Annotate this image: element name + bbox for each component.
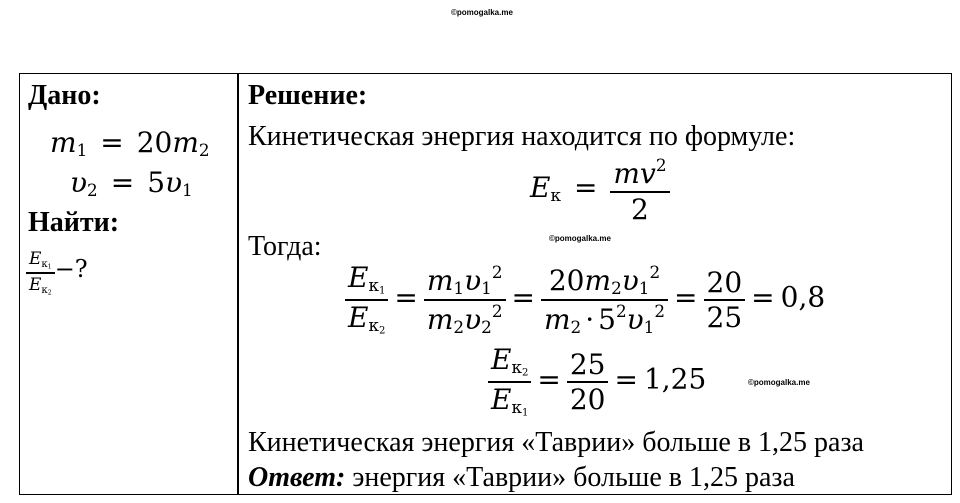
conclusion-text: Кинетическая энергия «Таврии» больше в 1,25 раза (248, 427, 864, 458)
inverse-ratio-formula: $\frac{E_{к_2}}{E_{к_1}}$ = $\frac{25}{20}$ = 1,25 (488, 345, 706, 419)
answer-text: энергия «Таврии» больше в 1,25 раза (345, 462, 795, 493)
column-divider (237, 73, 239, 495)
kinetic-energy-formula: $E_к$ = $\frac{mv^2}{2}$ (530, 157, 670, 224)
energy-ratio-formula: $\frac{E_{к_1}}{E_{к_2}}$ = $\frac{m_1\upsilon_1^2}{m_2\upsilon_2^2}$ = $\frac{20m_2\upsilon_1^2}{m_2 \cdot 5^2\upsilon_1^2}$ = $\frac{20}{25}$ = 0,8 (345, 263, 825, 337)
answer-label: Ответ: (248, 462, 346, 493)
watermark-middle: ©pomogalka.me (549, 234, 611, 243)
answer-line (248, 462, 795, 494)
given-heading: Дано: (28, 80, 101, 111)
watermark-right: ©pomogalka.me (748, 378, 810, 387)
find-expression: $\frac{E_{к_1}}{E_{к_2}}$ −? (26, 250, 88, 297)
watermark-top: ©pomogalka.me (451, 8, 513, 17)
given-mass-relation: $m_1 = 20m_2$ (50, 126, 210, 161)
formula-intro-text: Кинетическая энергия находится по формуле: (248, 121, 796, 152)
find-heading: Найти: (28, 207, 120, 238)
then-label: Тогда: (248, 231, 322, 262)
solution-heading: Решение: (248, 80, 368, 111)
given-velocity-relation: $\upsilon_2 = 5\upsilon_1$ (70, 166, 193, 201)
